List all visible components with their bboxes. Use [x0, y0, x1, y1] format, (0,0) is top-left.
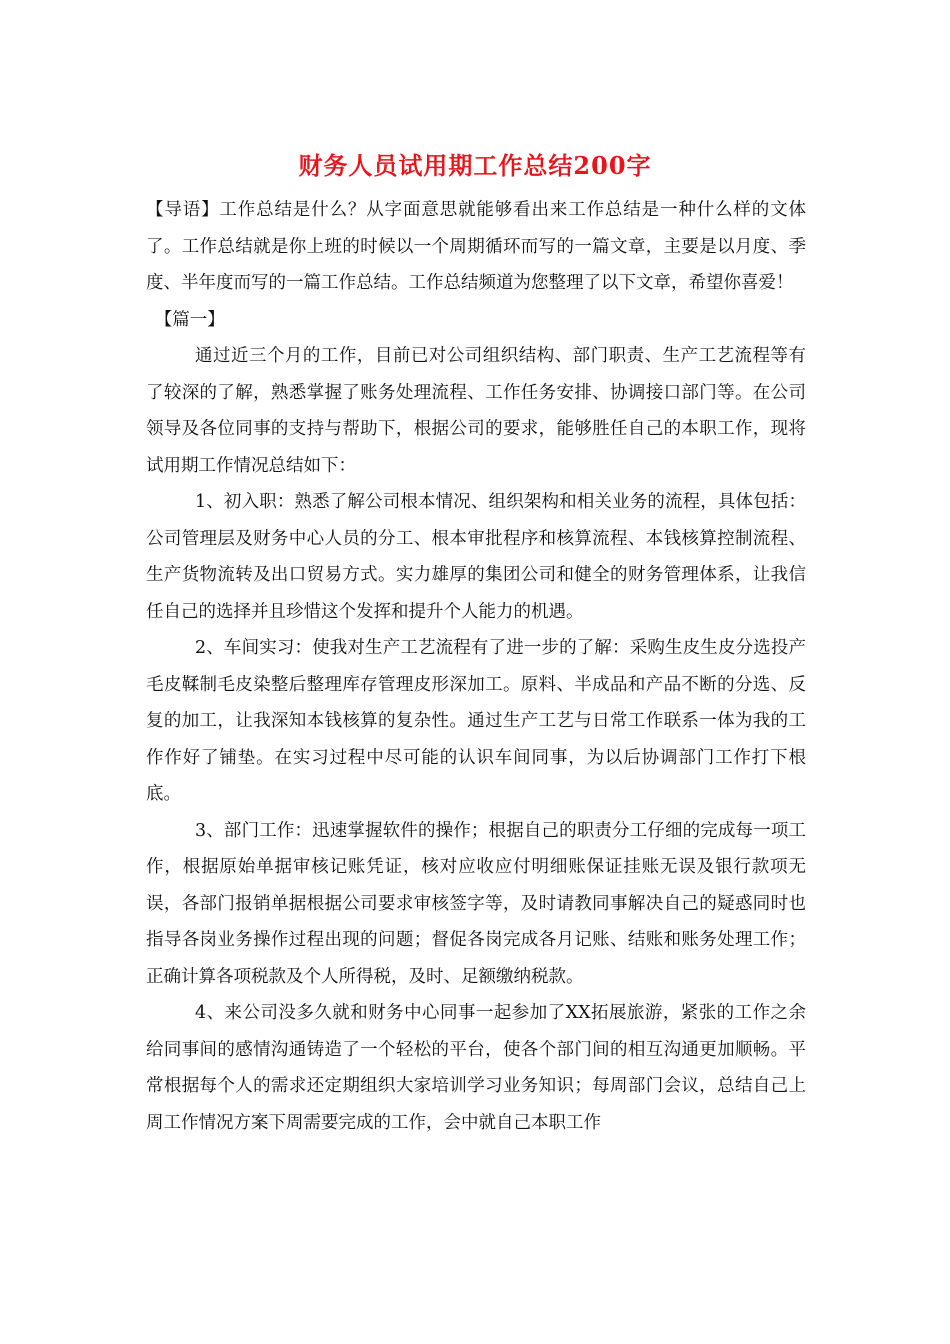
- section-heading: 【篇一】: [154, 309, 225, 330]
- body-paragraph: 1、初入职：熟悉了解公司根本情况、组织架构和相关业务的流程，具体包括：公司管理层及财务中心人员的分工、根本审批程序和核算流程、本钱核算控制流程、生产货物流转及出口贸易方式。实力雄厚的集团公司和健全的财务管理体系，让我信任自己的选择并且珍惜这个发挥和提升个人能力的机遇。: [146, 492, 806, 622]
- body-paragraph: 3、部门工作：迅速掌握软件的操作；根据自己的职责分工仔细的完成每一项工作，根据原始单据审核记账凭证，核对应收应付明细账保证挂账无误及银行款项无误，各部门报销单据根据公司要求审核签字等，及时请教同事解决自己的疑惑同时也指导各岗业务操作过程出现的问题；督促各岗完成各月记账、结账和账务处理工作；正确计算各项税款及个人所得税，及时、足额缴纳税款。: [146, 820, 806, 987]
- intro-paragraph: 【导语】工作总结是什么？从字面意思就能够看出来工作总结是一种什么样的文体了。工作总结就是你上班的时候以一个周期循环而写的一篇文章，主要是以月度、季度、半年度而写的一篇工作总结。工作总结频道为您整理了以下文章，希望你喜爱！: [146, 200, 806, 293]
- document-body: [146, 192, 806, 1141]
- body-paragraph: 2、车间实习：使我对生产工艺流程有了进一步的了解：采购生皮生皮分选投产毛皮鞣制毛皮染整后整理库存管理皮形深加工。原料、半成品和产品不断的分选、反复的加工，让我深知本钱核算的复杂性。通过生产工艺与日常工作联系一体为我的工作作好了铺垫。在实习过程中尽可能的认识车间同事，为以后协调部门工作打下根底。: [146, 638, 806, 804]
- body-paragraph: 通过近三个月的工作，目前已对公司组织结构、部门职责、生产工艺流程等有了较深的了解，熟悉掌握了账务处理流程、工作任务安排、协调接口部门等。在公司领导及各位同事的支持与帮助下，根据公司的要求，能够胜任自己的本职工作，现将试用期工作情况总结如下：: [146, 346, 806, 476]
- document-title: 财务人员试用期工作总结200字: [298, 151, 652, 180]
- body-paragraph: 4、来公司没多久就和财务中心同事一起参加了XX拓展旅游，紧张的工作之余给同事间的感情沟通铸造了一个轻松的平台，使各个部门间的相互沟通更加顺畅。平常根据每个人的需求还定期组织大家培训学习业务知识；每周部门会议，总结自己上周工作情况方案下周需要完成的工作，会中就自己本职工作: [146, 1003, 806, 1133]
